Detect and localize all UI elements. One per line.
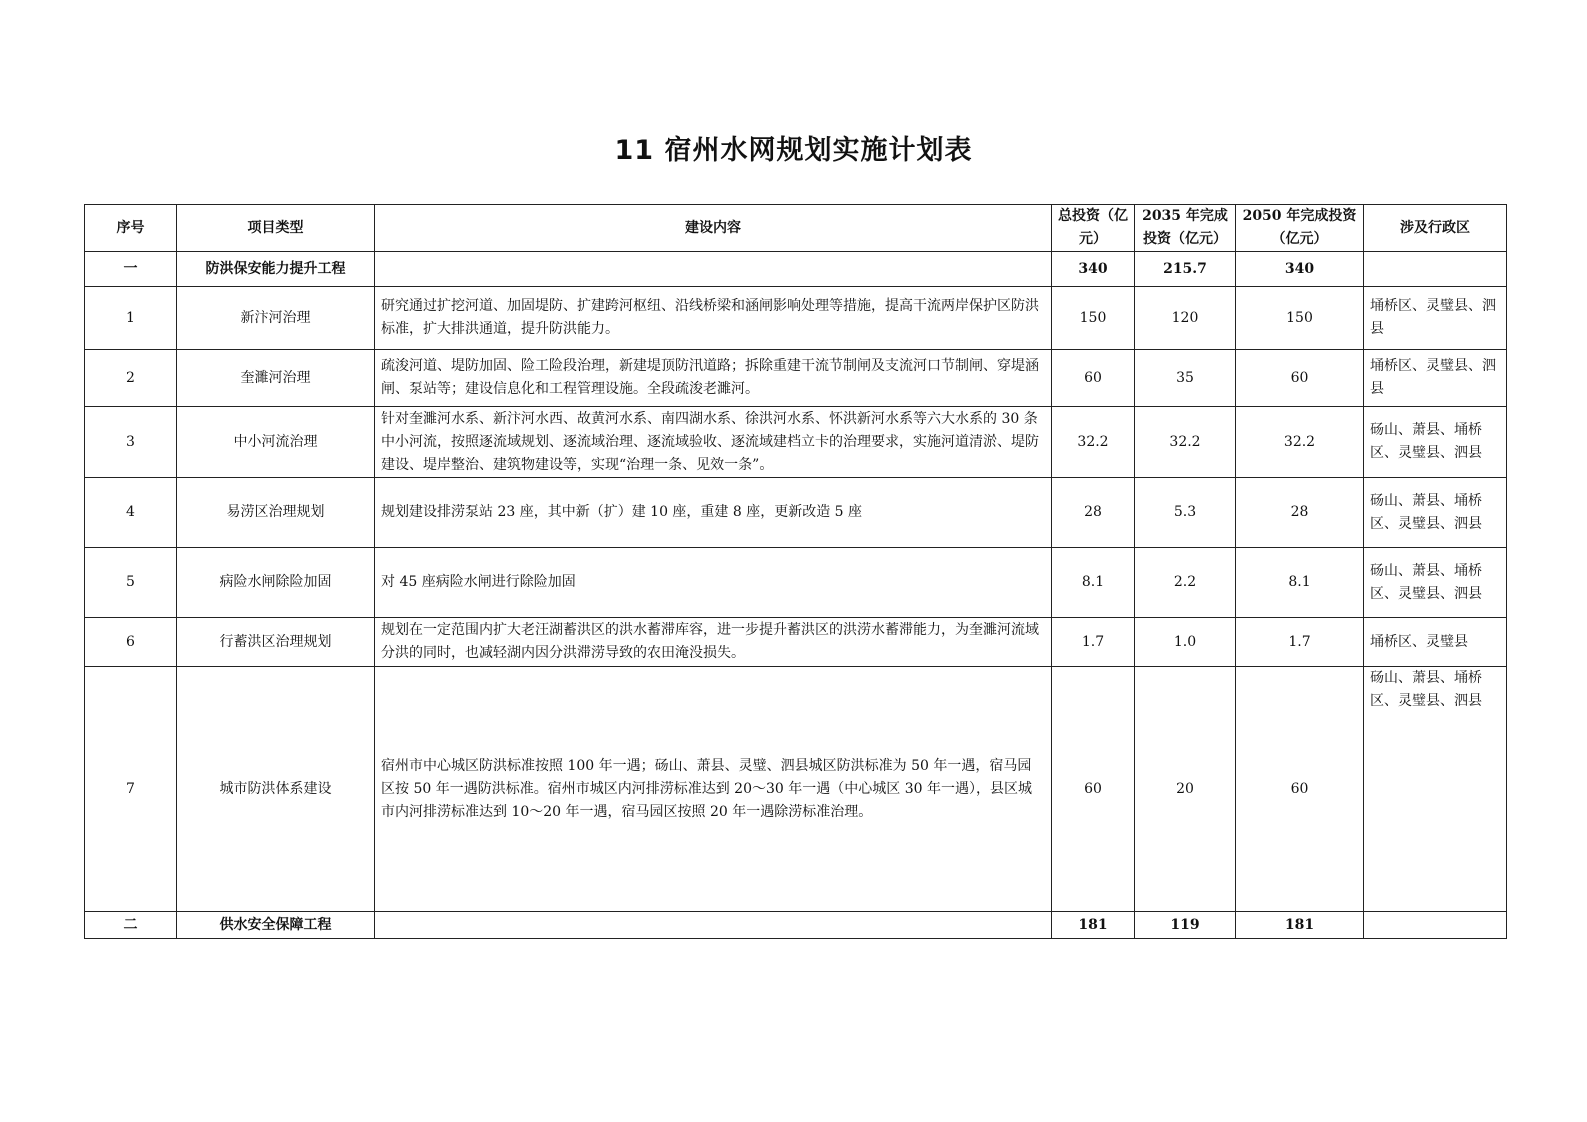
row-content: 针对奎濉河水系、新汴河水西、故黄河水系、南四湖水系、徐洪河水系、怀洪新河水系等六大水系的 30 条中小河流，按照逐流域规划、逐流域治理、逐流域验收、逐流域建档立卡的治理要求，实施河道清淤、堤防建设、堤岸整治、建筑物建设等，实现“治理一条、见效一条”。 bbox=[375, 407, 1052, 478]
group-row-water-supply bbox=[85, 912, 1507, 939]
group-content bbox=[375, 912, 1052, 939]
header-total-investment: 总投资（亿元） bbox=[1052, 205, 1135, 252]
table-row bbox=[85, 618, 1507, 667]
group-type: 供水安全保障工程 bbox=[177, 912, 375, 939]
row-seq: 7 bbox=[85, 667, 177, 912]
header-2050-investment: 2050 年完成投资（亿元） bbox=[1236, 205, 1364, 252]
row-2035: 35 bbox=[1135, 350, 1236, 407]
header-2035-investment: 2035 年完成投资（亿元） bbox=[1135, 205, 1236, 252]
row-2050: 8.1 bbox=[1236, 548, 1364, 618]
row-content: 规划在一定范围内扩大老汪湖蓄洪区的洪水蓄滞库容，进一步提升蓄洪区的洪涝水蓄滞能力，为奎濉河流域分洪的同时，也减轻湖内因分洪滞涝导致的农田淹没损失。 bbox=[375, 618, 1052, 667]
row-content: 规划建设排涝泵站 23 座，其中新（扩）建 10 座，重建 8 座，更新改造 5 座 bbox=[375, 478, 1052, 548]
table-row bbox=[85, 407, 1507, 478]
header-district: 涉及行政区 bbox=[1364, 205, 1507, 252]
table-row bbox=[85, 287, 1507, 350]
group-2035: 119 bbox=[1135, 912, 1236, 939]
row-2035: 1.0 bbox=[1135, 618, 1236, 667]
row-type: 新汴河治理 bbox=[177, 287, 375, 350]
header-project-type: 项目类型 bbox=[177, 205, 375, 252]
table-row bbox=[85, 350, 1507, 407]
row-2035: 5.3 bbox=[1135, 478, 1236, 548]
page-title: 11 宿州水网规划实施计划表 bbox=[614, 135, 973, 166]
row-type: 城市防洪体系建设 bbox=[177, 667, 375, 912]
row-seq: 3 bbox=[85, 407, 177, 478]
row-2035: 120 bbox=[1135, 287, 1236, 350]
row-type: 行蓄洪区治理规划 bbox=[177, 618, 375, 667]
group-district bbox=[1364, 252, 1507, 287]
row-total: 8.1 bbox=[1052, 548, 1135, 618]
row-total: 60 bbox=[1052, 667, 1135, 912]
row-total: 60 bbox=[1052, 350, 1135, 407]
row-type: 易涝区治理规划 bbox=[177, 478, 375, 548]
row-seq: 4 bbox=[85, 478, 177, 548]
group-type: 防洪保安能力提升工程 bbox=[177, 252, 375, 287]
row-district: 埇桥区、灵璧县、泗县 bbox=[1364, 350, 1507, 407]
row-content: 对 45 座病险水闸进行除险加固 bbox=[375, 548, 1052, 618]
group-2050: 181 bbox=[1236, 912, 1364, 939]
header-seq: 序号 bbox=[85, 205, 177, 252]
row-seq: 5 bbox=[85, 548, 177, 618]
header-content: 建设内容 bbox=[375, 205, 1052, 252]
row-district: 埇桥区、灵璧县、泗县 bbox=[1364, 287, 1507, 350]
group-row-flood-control bbox=[85, 252, 1507, 287]
row-district: 砀山、萧县、埇桥区、灵璧县、泗县 bbox=[1364, 478, 1507, 548]
group-content bbox=[375, 252, 1052, 287]
row-seq: 1 bbox=[85, 287, 177, 350]
table-row bbox=[85, 478, 1507, 548]
row-content: 疏浚河道、堤防加固、险工险段治理，新建堤顶防汛道路；拆除重建干流节制闸及支流河口节制闸、穿堤涵闸、泵站等；建设信息化和工程管理设施。全段疏浚老濉河。 bbox=[375, 350, 1052, 407]
group-district bbox=[1364, 912, 1507, 939]
row-total: 28 bbox=[1052, 478, 1135, 548]
row-2050: 60 bbox=[1236, 350, 1364, 407]
row-type: 奎濉河治理 bbox=[177, 350, 375, 407]
row-total: 1.7 bbox=[1052, 618, 1135, 667]
group-2050: 340 bbox=[1236, 252, 1364, 287]
row-2050: 28 bbox=[1236, 478, 1364, 548]
implementation-plan-table bbox=[84, 204, 1507, 939]
row-type: 中小河流治理 bbox=[177, 407, 375, 478]
group-seq: 二 bbox=[85, 912, 177, 939]
table-row bbox=[85, 548, 1507, 618]
row-2050: 32.2 bbox=[1236, 407, 1364, 478]
row-2035: 32.2 bbox=[1135, 407, 1236, 478]
row-type: 病险水闸除险加固 bbox=[177, 548, 375, 618]
row-2050: 1.7 bbox=[1236, 618, 1364, 667]
group-total: 340 bbox=[1052, 252, 1135, 287]
group-2035: 215.7 bbox=[1135, 252, 1236, 287]
row-2035: 20 bbox=[1135, 667, 1236, 912]
row-content: 研究通过扩挖河道、加固堤防、扩建跨河枢纽、沿线桥梁和涵闸影响处理等措施，提高干流两岸保护区防洪标准，扩大排洪通道，提升防洪能力。 bbox=[375, 287, 1052, 350]
group-seq: 一 bbox=[85, 252, 177, 287]
table-header-row bbox=[85, 205, 1507, 252]
row-seq: 6 bbox=[85, 618, 177, 667]
row-2050: 150 bbox=[1236, 287, 1364, 350]
table-row bbox=[85, 667, 1507, 912]
row-district: 砀山、萧县、埇桥区、灵璧县、泗县 bbox=[1364, 667, 1507, 912]
row-total: 32.2 bbox=[1052, 407, 1135, 478]
row-total: 150 bbox=[1052, 287, 1135, 350]
row-2050: 60 bbox=[1236, 667, 1364, 912]
row-district: 砀山、萧县、埇桥区、灵璧县、泗县 bbox=[1364, 407, 1507, 478]
row-seq: 2 bbox=[85, 350, 177, 407]
row-2035: 2.2 bbox=[1135, 548, 1236, 618]
row-district: 砀山、萧县、埇桥区、灵璧县、泗县 bbox=[1364, 548, 1507, 618]
group-total: 181 bbox=[1052, 912, 1135, 939]
row-district: 埇桥区、灵璧县 bbox=[1364, 618, 1507, 667]
row-content: 宿州市中心城区防洪标准按照 100 年一遇；砀山、萧县、灵璧、泗县城区防洪标准为 50 年一遇，宿马园区按 50 年一遇防洪标准。宿州市城区内河排涝标准达到 20～30 年一遇（中心城区 30 年一遇），县区城市内河排涝标准达到 10～20 年一遇，宿马园区按照 20 年一遇除涝标准治理。 bbox=[375, 667, 1052, 912]
